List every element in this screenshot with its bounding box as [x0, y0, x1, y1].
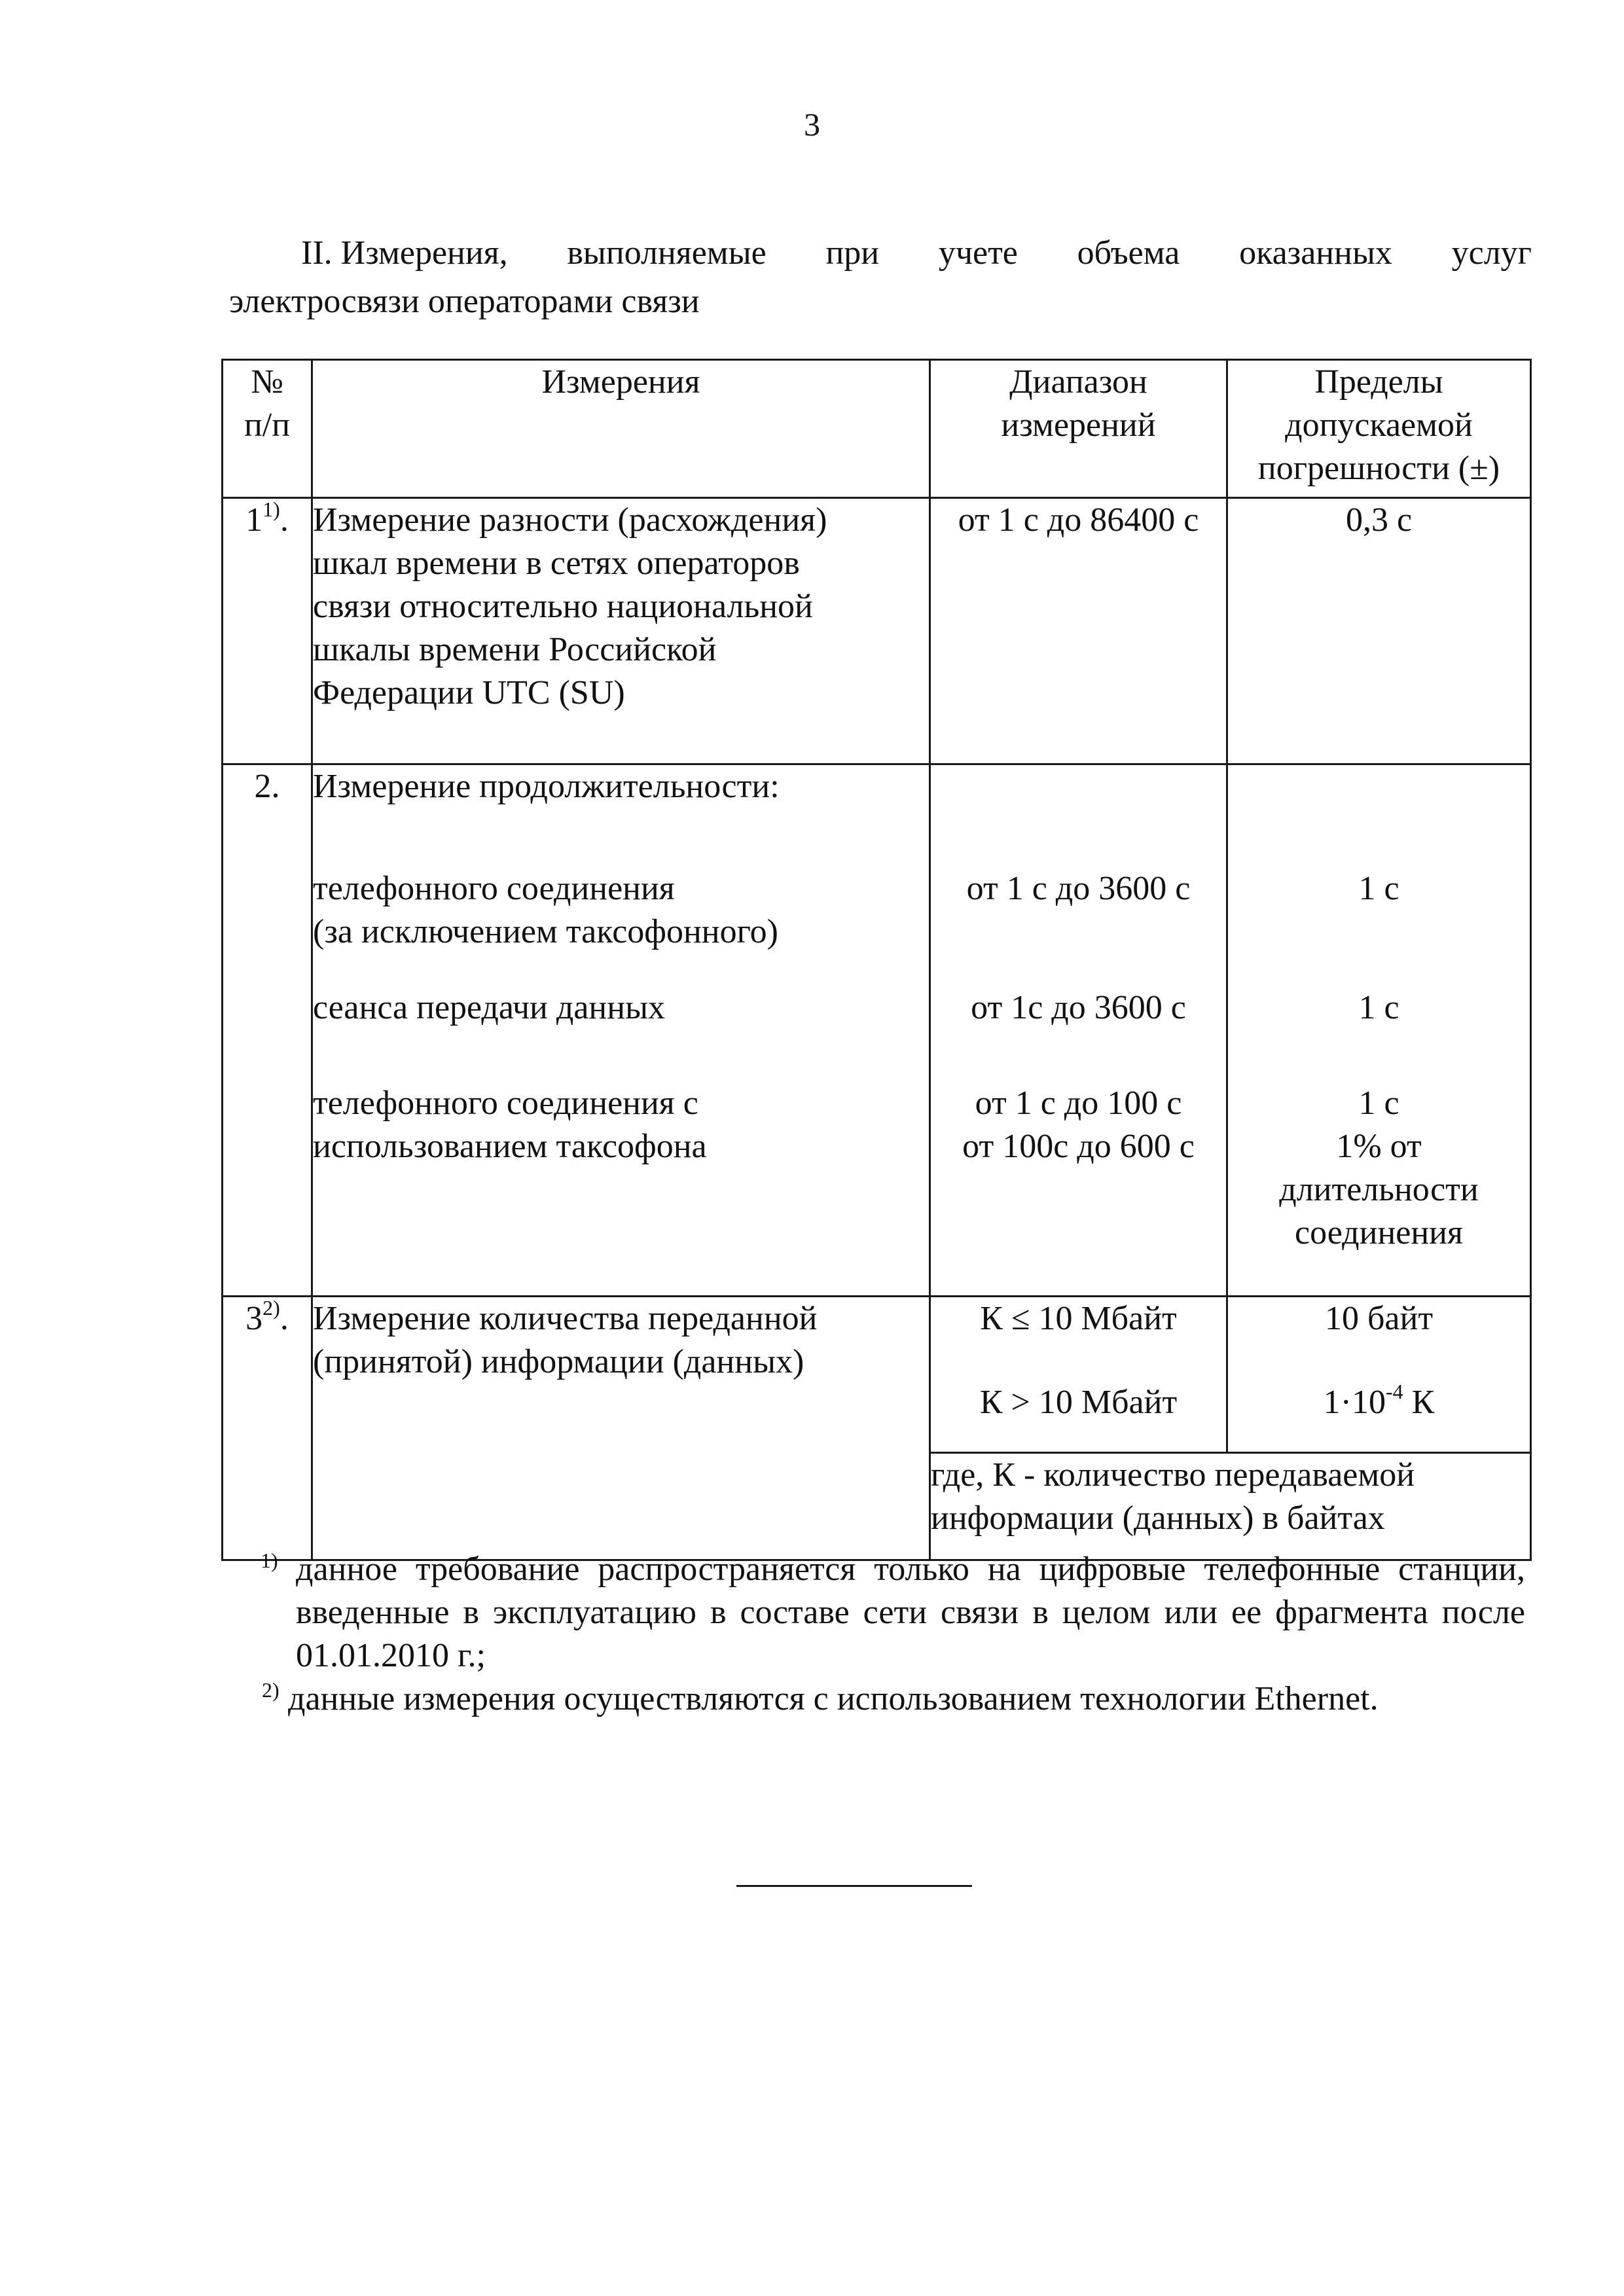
- row-number-value: 3: [245, 1300, 263, 1337]
- limit-value: 1 с: [1358, 870, 1399, 907]
- limit-exponent: -4: [1385, 1380, 1403, 1403]
- error-limit: [1227, 498, 1531, 764]
- range-value: К > 10 Мбайт: [979, 1384, 1178, 1421]
- page-number: 3: [804, 106, 820, 143]
- heading-word: услуг: [1451, 234, 1532, 272]
- header-range-line: измерений: [1001, 406, 1156, 444]
- row-number-dot: .: [280, 501, 289, 539]
- measurements-table: [221, 359, 1532, 1561]
- heading-word: II. Измерения,: [301, 234, 508, 272]
- closing-rule: [736, 1885, 972, 1887]
- measurement-description: [312, 764, 930, 1297]
- table-header-row: [223, 360, 1531, 498]
- row-number: [223, 1297, 312, 1560]
- footnote-text: данное требование распространяется только на цифровые телефонные станции, введенные в эксплуатацию в составе сети связи в целом или ее фрагмента после 01.01.2010 г.;: [296, 1551, 1525, 1674]
- table-row: [223, 764, 1531, 1297]
- text-line: Измерение количества переданной: [313, 1300, 818, 1337]
- text-line: связи относительно национальной: [313, 588, 813, 625]
- measurement-range: [930, 1297, 1227, 1453]
- footnote-text: данные измерения осуществляются с использованием технологии Ethernet.: [288, 1680, 1379, 1717]
- limit-mantissa: 1·10: [1323, 1384, 1386, 1421]
- measurement-description: [312, 498, 930, 764]
- limit-value: длительности: [1279, 1171, 1479, 1208]
- text-line: шкалы времени Российской: [313, 631, 717, 668]
- limit-value: соединения: [1295, 1214, 1463, 1251]
- text-line: шкал времени в сетях операторов: [313, 545, 800, 582]
- row-number-dot: .: [280, 1300, 289, 1337]
- limit-unit: К: [1411, 1384, 1435, 1421]
- error-limit: [1227, 1297, 1531, 1453]
- text-line: телефонного соединения с: [313, 1085, 698, 1122]
- range-note: [930, 1453, 1531, 1560]
- header-limits: [1227, 360, 1531, 498]
- text-line: сеанса передачи данных: [313, 989, 666, 1026]
- heading-line-2: электросвязи операторами связи: [229, 283, 700, 320]
- table-row: [223, 1297, 1531, 1453]
- header-measurement: [312, 360, 930, 498]
- range-value: от 1с до 3600 с: [971, 989, 1186, 1026]
- text-line: где, К - количество передаваемой: [931, 1456, 1415, 1494]
- range-value: от 1 с до 86400 с: [958, 501, 1199, 539]
- range-value: от 100с до 600 с: [962, 1128, 1195, 1165]
- header-range-line: Диапазон: [1009, 363, 1147, 401]
- limit-value: [1228, 1381, 1530, 1424]
- header-number-line: №: [251, 363, 283, 401]
- range-value: К ≤ 10 Мбайт: [980, 1300, 1177, 1337]
- header-range: [930, 360, 1227, 498]
- measurement-range: [930, 764, 1227, 1297]
- range-value: от 1 с до 3600 с: [966, 870, 1191, 907]
- footnote: [249, 1677, 1525, 1721]
- table-row: [223, 498, 1531, 764]
- row-number: [223, 498, 312, 764]
- footnote-ref: 2): [262, 1296, 280, 1319]
- header-limits-line: допускаемой: [1285, 406, 1473, 444]
- heading-word: выполняемые: [567, 234, 767, 272]
- limit-value: 1 с: [1358, 989, 1399, 1026]
- text-line: (за исключением таксофонного): [313, 913, 778, 950]
- heading-word: оказанных: [1239, 234, 1392, 272]
- section-heading: [229, 229, 1532, 326]
- range-value: от 1 с до 100 с: [975, 1085, 1182, 1122]
- footnote: [249, 1548, 1525, 1677]
- footnote-marker: 1): [261, 1549, 278, 1572]
- limit-value: 10 байт: [1324, 1300, 1434, 1337]
- heading-word: при: [825, 234, 880, 272]
- text-line: Измерение продолжительности:: [313, 768, 780, 805]
- footnote-ref: 1): [262, 497, 280, 521]
- header-measurement-label: Измерения: [541, 363, 700, 401]
- heading-word: объема: [1077, 234, 1180, 272]
- measurement-description: [312, 1297, 930, 1560]
- text-line: Измерение разности (расхождения): [313, 501, 827, 539]
- limit-value: 1 с: [1358, 1085, 1399, 1122]
- measurement-range: [930, 498, 1227, 764]
- limit-value: 0,3 с: [1345, 501, 1413, 539]
- row-number-value: 1: [245, 501, 263, 539]
- footnote-marker: 2): [262, 1678, 280, 1702]
- heading-word: учете: [938, 234, 1018, 272]
- text-line: информации (данных) в байтах: [931, 1499, 1385, 1537]
- heading-line-1: [229, 229, 1532, 278]
- row-number-value: 2.: [254, 768, 280, 805]
- text-line: телефонного соединения: [313, 870, 675, 907]
- row-number: [223, 764, 312, 1297]
- header-limits-line: погрешности (±): [1257, 450, 1500, 487]
- text-line: использованием таксофона: [313, 1128, 707, 1165]
- text-line: (принятой) информации (данных): [313, 1343, 804, 1380]
- header-number: [223, 360, 312, 498]
- error-limit: [1227, 764, 1531, 1297]
- footnotes: [249, 1548, 1525, 1721]
- limit-value: 1% от: [1336, 1128, 1422, 1165]
- spacer: [313, 808, 929, 852]
- header-limits-line: Пределы: [1314, 363, 1443, 401]
- text-line: Федерации UTC (SU): [313, 674, 625, 711]
- header-number-line: п/п: [244, 406, 291, 444]
